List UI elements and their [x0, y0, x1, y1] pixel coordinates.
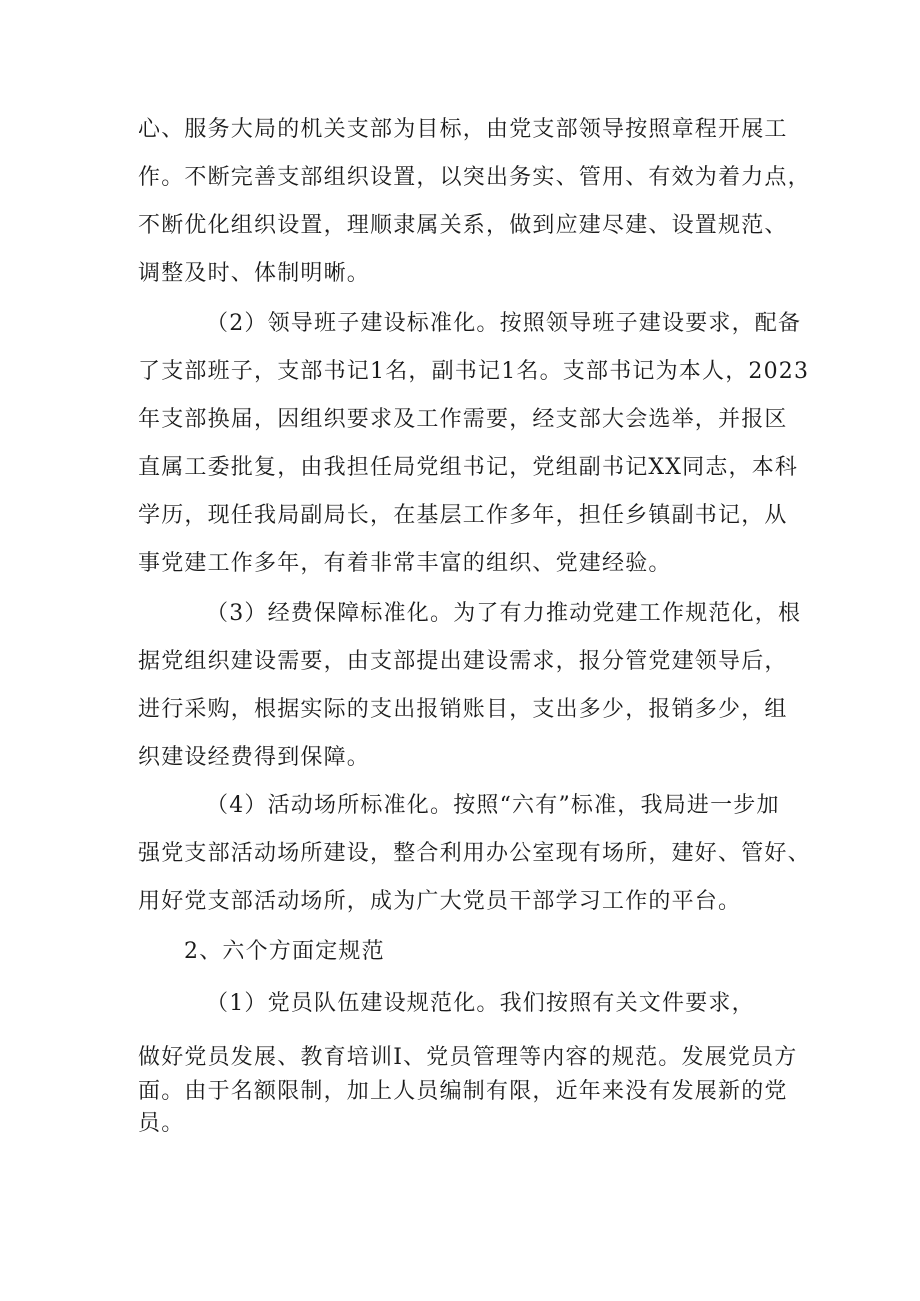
paragraph-line: 心、服务大局的机关支部为目标，由党支部领导按照章程开展工: [138, 117, 788, 142]
paragraph-line: （3）经费保障标准化。为了有力推动党建工作规范化，根: [206, 601, 802, 626]
paragraph-line: 事党建工作多年，有着非常丰富的组织、党建经验。: [138, 551, 672, 576]
paragraph-line: 用好党支部活动场所，成为广大党员干部学习工作的平台。: [138, 889, 742, 914]
paragraph-line: 据党组织建设需要，由支部提出建设需求，报分管党建领导后，: [138, 649, 788, 674]
paragraph-line: 面。由于名额限制，加上人员编制有限，近年来没有发展新的党: [138, 1079, 788, 1104]
paragraph-line: 调整及时、体制明晰。: [138, 261, 371, 286]
paragraph-line: 员。: [138, 1111, 185, 1136]
paragraph-line: 进行采购，根据实际的支出报销账目，支出多少，报销多少，组: [138, 697, 788, 722]
paragraph-line: 做好党员发展、教育培训I、党员管理等内容的规范。发展党员方: [138, 1045, 798, 1070]
paragraph-line: 不断优化组织设置，理顺隶属关系，做到应建尽建、设置规范、: [138, 213, 788, 238]
paragraph-line: 了支部班子，支部书记1名，副书记1名。支部书记为本人，2023: [138, 359, 810, 384]
paragraph-line: 织建设经费得到保障。: [138, 745, 371, 770]
paragraph-line: 学历，现任我局副局长，在基层工作多年，担任乡镇副书记，从: [138, 503, 788, 528]
paragraph-line: （2）领导班子建设标准化。按照领导班子建设要求，配备: [206, 311, 802, 336]
paragraph-line: 作。不断完善支部组织设置，以突出务实、管用、有效为着力点，: [138, 165, 811, 190]
paragraph-line: 直属工委批复，由我担任局党组书记，党组副书记XX同志，本科: [138, 455, 799, 480]
paragraph-line: （1）党员队伍建设规范化。我们按照有关文件要求，: [206, 991, 755, 1016]
paragraph-line: 年支部换届，因组织要求及工作需要，经支部大会选举，并报区: [138, 407, 788, 432]
paragraph-line: 强党支部活动场所建设，整合利用办公室现有场所，建好、管好、: [138, 841, 811, 866]
paragraph-line: （4）活动场所标准化。按照“六有”标准，我局进一步加: [206, 793, 780, 818]
section-heading: 2、六个方面定规范: [184, 939, 385, 964]
